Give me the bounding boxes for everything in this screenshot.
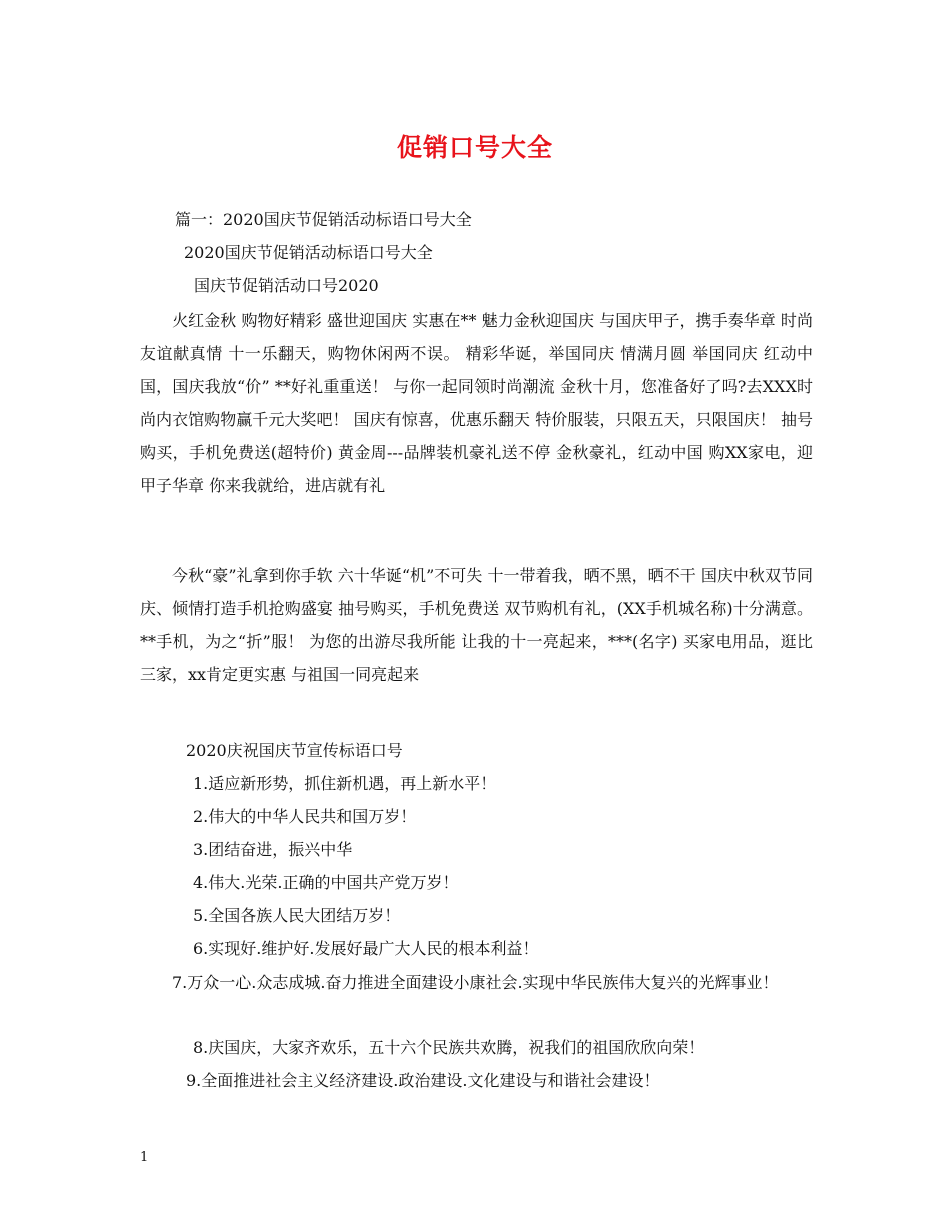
list-item: 8.庆国庆，大家齐欢乐，五十六个民族共欢腾，祝我们的祖国欣欣向荣！ — [193, 1038, 705, 1057]
subheading: 2020庆祝国庆节宣传标语口号 — [186, 741, 403, 760]
section-heading: 篇一：2020国庆节促销活动标语口号大全 — [175, 210, 472, 229]
list-item: 5.全国各族人民大团结万岁！ — [193, 906, 401, 925]
paragraph: 火红金秋 购物好精彩 盛世迎国庆 实惠在** 魅力金秋迎国庆 与国庆甲子，携手奏华章 时尚友谊献真情 十一乐翻天，购物休闲两不误。 精彩华诞，举国同庆 情满月圆 举国同庆 红动中国，国庆我放“价” **好礼重重送！ 与你一起同领时尚潮流 金秋十月，您准备好了吗?去XXX时尚内衣馆购物赢千元大奖吧！ 国庆有惊喜，优惠乐翻天 特价服装，只限五天，只限国庆！ 抽号购买，手机免费送(超特价) 黄金周---品牌装机豪礼送不停 金秋豪礼，红动中国 购XX家电，迎甲子华章 你来我就给，进店就有礼 — [140, 311, 813, 495]
list-item: 1.适应新形势，抓住新机遇，再上新水平！ — [193, 774, 497, 793]
list-item: 9.全面推进社会主义经济建设.政治建设.文化建设与和谐社会建设！ — [186, 1071, 660, 1090]
list-item: 7.万众一心.众志成城.奋力推进全面建设小康社会.实现中华民族伟大复兴的光辉事业！ — [140, 973, 779, 992]
list-item: 2.伟大的中华人民共和国万岁！ — [193, 807, 417, 826]
page-number: 1 — [140, 1150, 149, 1165]
list-item: 4.伟大.光荣.正确的中国共产党万岁！ — [193, 873, 459, 892]
list-item: 3.团结奋进，振兴中华 — [193, 840, 353, 859]
list-item: 6.实现好.维护好.发展好最广大人民的根本利益！ — [193, 939, 539, 958]
paragraph: 今秋“豪”礼拿到你手软 六十华诞“机”不可失 十一带着我，晒不黑，晒不干 国庆中秋双节同庆、倾情打造手机抢购盛宴 抽号购买，手机免费送 双节购机有礼，(XX手机城名称)十分满意。 **手机，为之“折”服！ 为您的出游尽我所能 让我的十一亮起来，***(名字) 买家电用品，逛比三家，xx肯定更实惠 与祖国一同亮起来 — [140, 566, 813, 684]
subheading: 2020国庆节促销活动标语口号大全 — [184, 243, 433, 262]
subheading: 国庆节促销活动口号2020 — [194, 276, 379, 295]
document-title: 促销口号大全 — [396, 133, 553, 162]
